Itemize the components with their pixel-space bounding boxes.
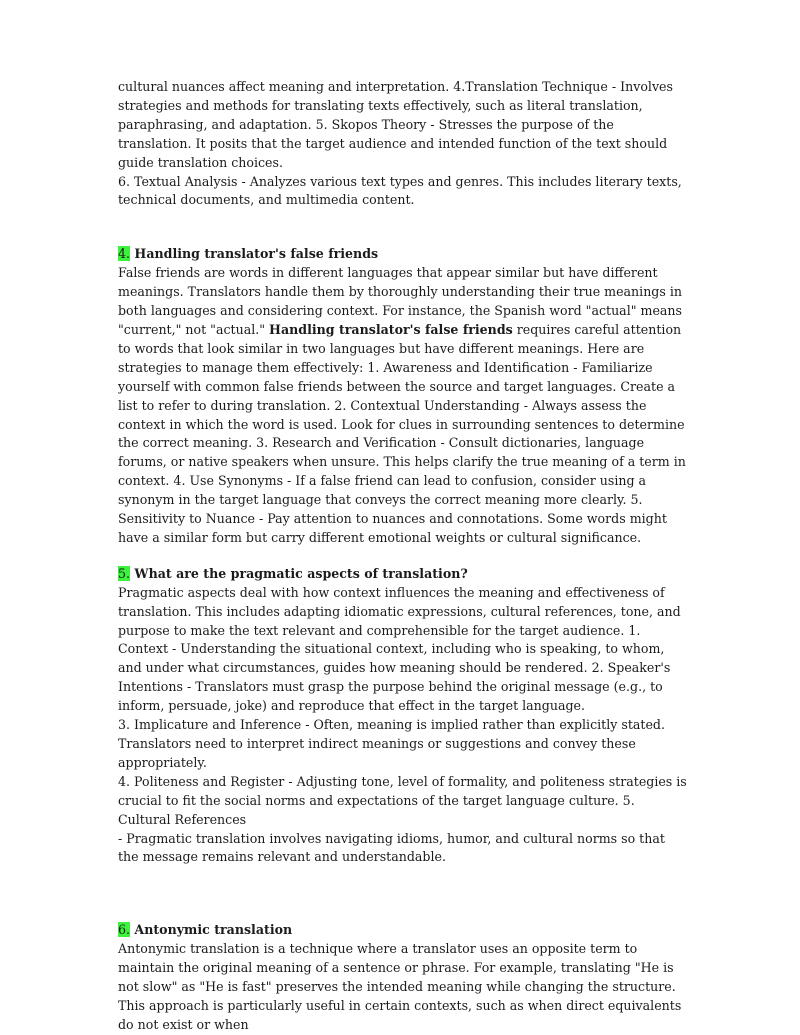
intro-paragraph-textual-analysis: 6. Textual Analysis - Analyzes various text types and genres. This includes literary texts, technical documents, and multimedia content. [118,173,682,208]
section-5-number: 5. [118,565,131,581]
section-4-number: 4. [118,246,131,262]
section-4-bold-phrase: Handling translator's false friends [269,321,513,337]
section-5-paragraph-1: Pragmatic aspects deal with how context influences the meaning and effectiveness of translation. This includes adapting idiomatic expressions, cultural references, tone, and purpose to make the text relevant and comprehensible for the target audience. 1. Context - Understanding the situational context, including who is speaking, to whom, and under what circumstances, guides how meaning should be rendered. 2. Speaker's Intentions - Translators must grasp the purpose behind the original message (e.g., to inform, persuade, joke) and reproduce that effect in the target language. [118,584,681,714]
section-4-body-start: False friends are words in different languages that appear similar but have different meanings. Translators handle them by thoroughly understanding their true meanings in both languages and considering context. For instance, the Spanish word "actual" means "current," not "actual." [118,265,682,337]
section-6-title: Antonymic translation [134,922,293,938]
section-5-title: What are the pragmatic aspects of translation? [134,565,468,581]
section-5-paragraph-2: 3. Implicature and Inference - Often, meaning is implied rather than explicitly stated. Translators need to interpret indirect meanings or suggestions and convey these appropriately. [118,717,665,770]
section-6-heading [118,921,688,940]
section-6-number: 6. [118,922,131,938]
spacer [118,867,688,921]
intro-paragraph: cultural nuances affect meaning and interpretation. 4.Translation Technique - Involves strategies and methods for translating texts effectively, such as literal translation, paraphrasing, and adaptation. 5. Skopos Theory - Stresses the purpose of the translation. It posits that the target audience and intended function of the text should guide translation choices. [118,79,673,170]
section-4-heading [118,245,688,264]
section-6-body: Antonymic translation is a technique where a translator uses an opposite term to maintain the original meaning of a sentence or phrase. For example, translating "He is not slow" as "He is fast" preserves the intended meaning while changing the structure. This approach is particularly useful in certain contexts, such as when direct equivalents do not exist or when [118,941,682,1032]
spacer [118,210,688,245]
spacer [118,548,688,565]
section-5-paragraph-4: - Pragmatic translation involves navigating idioms, humor, and cultural norms so that the message remains relevant and understandable. [118,830,665,865]
section-5-paragraph-3: 4. Politeness and Register - Adjusting tone, level of formality, and politeness strategies is crucial to fit the social norms and expectations of the target language culture. 5. Cultural References [118,773,687,827]
document-page [118,78,688,1035]
section-5-heading [118,565,688,584]
section-4-title: Handling translator's false friends [134,246,379,262]
section-4-body [118,264,688,548]
section-4-body-end: requires careful attention to words that look similar in two languages but have different meanings. Here are strategies to manage them effectively: 1. Awareness and Identification - Familiarize yourself with common false friends between the source and target languages. Create a list to refer to during translation. 2. Contextual Understanding - Always assess the context in which the word is used. Look for clues in surrounding sentences to determine the correct meaning. 3. Research and Verification - Consult dictionaries, language forums, or native speakers when unsure. This helps clarify the true meaning of a term in context. 4. Use Synonyms - If a false friend can lead to confusion, consider using a synonym in the target language that conveys the correct meaning more clearly. 5. Sensitivity to Nuance - Pay attention to nuances and connotations. Some words might have a similar form but carry different emotional weights or cultural significance. [118,321,686,545]
